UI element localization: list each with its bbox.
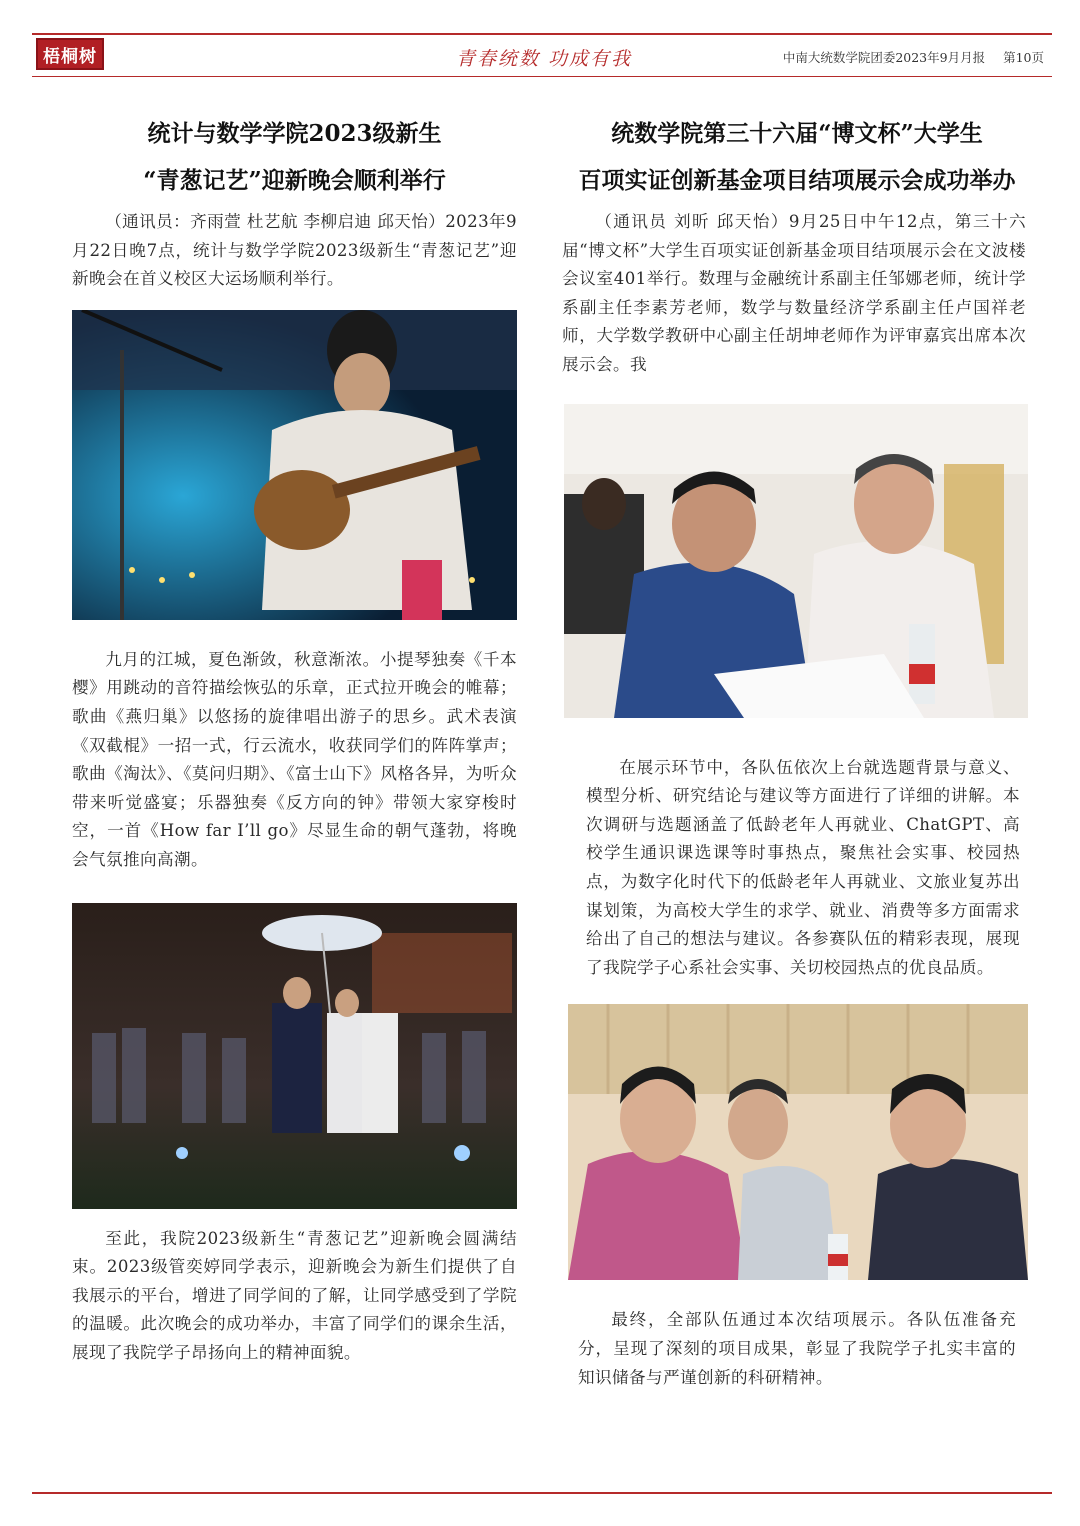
right-article bbox=[562, 110, 1032, 1392]
violin-performance-photo bbox=[72, 903, 517, 1209]
issue-info bbox=[783, 48, 1044, 66]
left-article bbox=[72, 110, 517, 1368]
right-title-line2: 百项实证创新基金项目结项展示会成功举办 bbox=[578, 167, 1016, 194]
students-reading-photo bbox=[568, 1004, 1028, 1280]
footer-rule bbox=[32, 1492, 1052, 1494]
newsletter-logo: 梧桐树 bbox=[36, 38, 104, 70]
issue-title: 中南大统数学院团委2023年9月月报 bbox=[782, 50, 986, 65]
header-rule-top bbox=[32, 33, 1052, 35]
header-rule-bottom bbox=[32, 76, 1052, 77]
right-paragraph-3: 最终，全部队伍通过本次结项展示。各队伍准备充分，呈现了深刻的项目成果，彰显了我院学子扎实丰富的知识储备与严谨创新的科研精神。 bbox=[578, 1310, 1016, 1387]
header-motto: 青春统数 功成有我 bbox=[456, 48, 633, 70]
right-paragraph-1: （通讯员 刘昕 邱天怡）9月25日中午12点，第三十六届“博文杯”大学生百项实证创新基金项目结项展示会在文波楼会议室401举行。数理与金融统计系副主任邹娜老师，统计学系副主任李素芳老师，数学与数量经济学系副主任卢国祥老师，大学数学教研中心副主任胡坤老师作为评审嘉宾出席本次展示会。我 bbox=[562, 212, 1026, 374]
left-title-line1: 统计与数学学院2023级新生 bbox=[147, 120, 442, 147]
left-paragraph-3: 至此，我院2023级新生“青葱记艺”迎新晚会圆满结束。2023级管奕婷同学表示，迎新晚会为新生们提供了自我展示的平台，增进了同学间的了解，让同学感受到了学院的温暖。此次晚会的成功举办，丰富了同学们的课余生活，展现了我院学子昂扬向上的精神面貌。 bbox=[72, 1228, 517, 1362]
left-paragraph-1: （通讯员：齐雨萱 杜艺航 李柳启迪 邱天怡）2023年9月22日晚7点，统计与数学学院2023级新生“青葱记艺”迎新晚会在首义校区大运场顺利举行。 bbox=[72, 212, 517, 289]
guitar-performance-photo bbox=[72, 310, 517, 620]
right-title-line1: 统数学院第三十六届“博文杯”大学生 bbox=[611, 120, 983, 147]
left-title-line2: “青葱记艺”迎新晚会顺利举行 bbox=[143, 167, 446, 194]
left-paragraph-2: 九月的江城，夏色渐敛，秋意渐浓。小提琴独奏《千本樱》用跳动的音符描绘恢弘的乐章，正式拉开晚会的帷幕；歌曲《燕归巢》以悠扬的旋律唱出游子的思乡。武术表演《双截棍》一招一式，行云流水，收获同学们的阵阵掌声；歌曲《淘汰》、《莫问归期》、《富士山下》风格各异，为听众带来听觉盛宴；乐器独奏《反方向的钟》带领大家穿梭时空，一首《How far I’ll go》尽显生命的朝气蓬勃，将晚会气氛推向高潮。 bbox=[72, 649, 517, 869]
right-paragraph-2: 在展示环节中，各队伍依次上台就选题背景与意义、模型分析、研究结论与建议等方面进行了详细的讲解。本次调研与选题涵盖了低龄老年人再就业、ChatGPT、高校学生通识课选课等时事热点，聚焦社会实事、校园热点，为数字化时代下的低龄老年人再就业、文旅业复苏出谋划策，为高校大学生的求学、就业、消费等多方面需求给出了自己的想法与建议。各参赛队伍的精彩表现，展现了我院学子心系社会实事、关切校园热点的优良品质。 bbox=[586, 757, 1020, 977]
page-number: 第10页 bbox=[1003, 50, 1044, 65]
judges-reviewing-photo bbox=[564, 404, 1028, 718]
